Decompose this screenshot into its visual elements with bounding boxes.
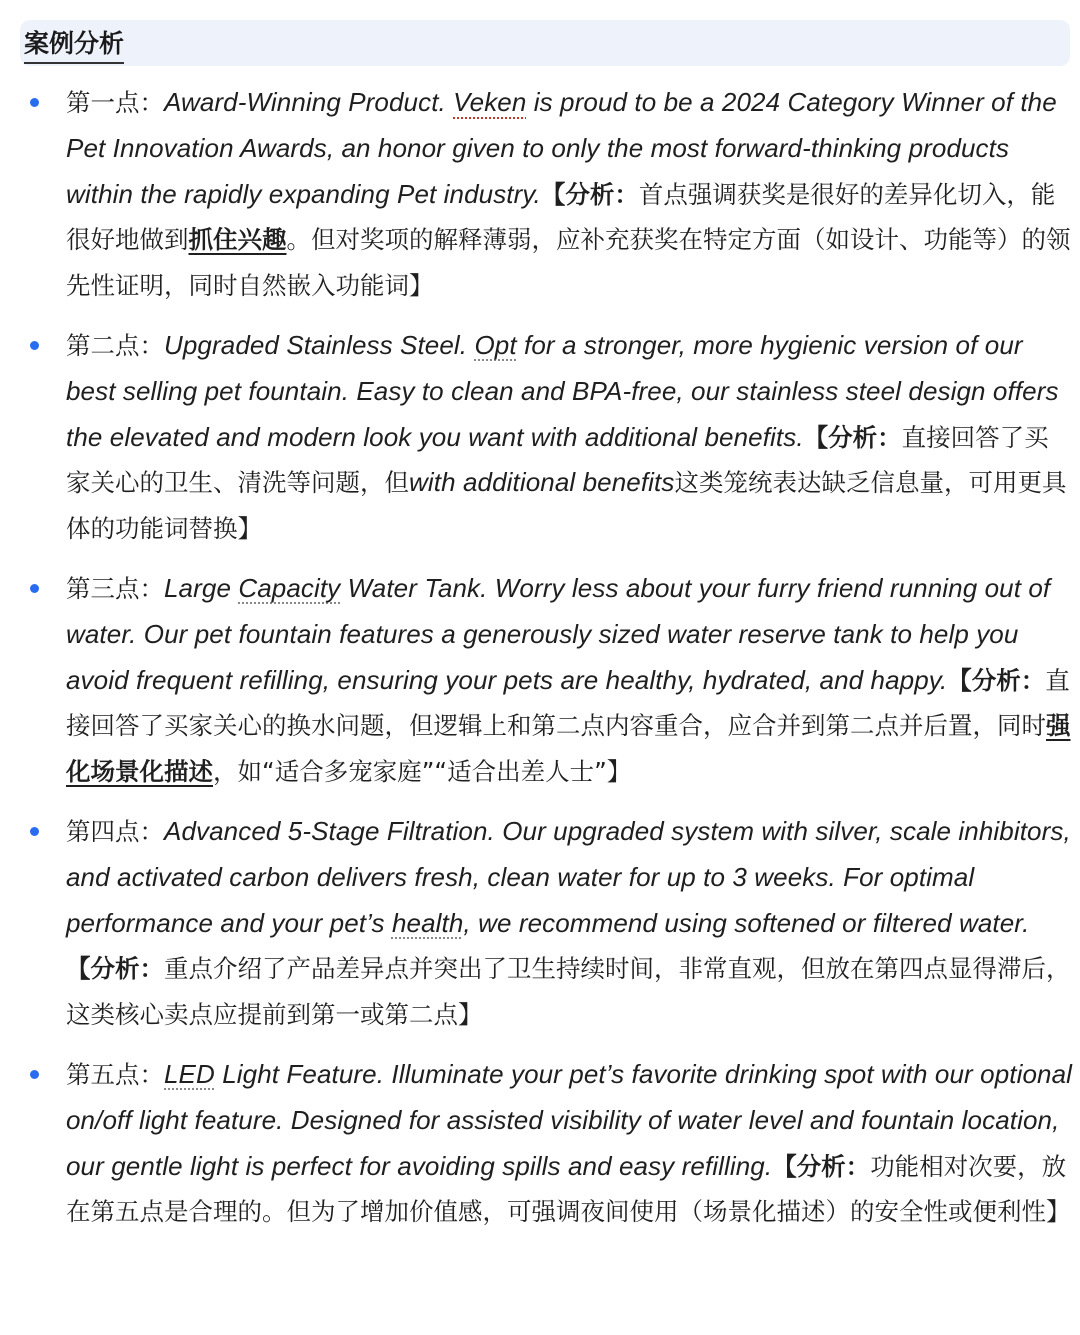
list-item [0,809,1080,1038]
list-item [0,1052,1080,1235]
list-item [0,80,1080,309]
item-label: 第四点： [66,816,164,846]
bullet-dot [30,341,39,350]
bullet-dot [30,98,39,107]
analysis-highlight: 抓住兴趣 [188,225,287,255]
bullet-dot [30,1070,39,1079]
english-text-part: Award-Winning Product. [164,87,454,117]
analysis-text: 直接回答了买家关心的换水问题，但逻辑上和第二点内容重合，应合并到第二点并后置，同时 [66,665,1070,741]
spellcheck-word: LED [164,1058,215,1089]
english-text-part: Advanced 5-Stage Filtration. Our upgraded system with silver, scale inhibitors, and activated carbon delivers fresh, clean water for up to 3 weeks. For optimal performance and your pet’s [66,815,1071,938]
heading-bar [20,20,1070,66]
analysis-text: ，如“适合多宠家庭”“适合出差人士”】 [213,757,632,787]
analysis-list [0,80,1080,1249]
analysis-text: 。但对奖项的解释薄弱，应补充获奖在特定方面（如设计、功能等）的领先性证明，同时自然嵌入功能词】 [66,225,1071,301]
analysis-text: 首点强调获奖是很好的差异化切入，能很好地做到 [66,179,1056,255]
english-text-part: Large [164,572,239,603]
item-label: 第三点： [66,573,164,603]
spellcheck-word: Opt [474,329,517,360]
english-text-part: for a stronger, more hygienic version of our best selling pet fountain. Easy to clean and BPA-free, our stainless steel design offers the elevated and modern look you want with additional benefits. [66,329,1059,452]
analysis-text: 功能相对次要，放在第五点是合理的。但为了增加价值感，可强调夜间使用（场景化描述）的安全性或便利性】 [66,1151,1071,1227]
analysis-lead: 【分析： [803,422,902,452]
item-label: 第二点： [66,330,164,360]
english-text-part: , we recommend using softened or filtered water. [463,907,1030,938]
english-text-part: Upgraded Stainless Steel. [164,329,475,360]
list-item [0,566,1080,795]
spellcheck-word: Veken [453,87,527,117]
analysis-text: 重点介绍了产品差异点并突出了卫生持续时间，非常直观，但放在第四点显得滞后，这类核心卖点应提前到第一或第二点】 [66,954,1071,1030]
english-text-part: is proud to be a 2024 Category Winner of the Pet Innovation Awards, an honor given to only the most forward-thinking products within the rapidly expanding Pet industry. [66,87,1057,209]
analysis-text: 直接回答了买家关心的卫生、清洗等问题，但 [66,422,1049,498]
item-english-text [66,573,1050,695]
english-text-part: Water Tank. Worry less about your furry friend running out of water. Our pet fountain features a generously sized water reserve tank to help you avoid frequent refilling, ensuring your pets are healthy, hydrated, and happy. [66,572,1051,695]
analysis-lead: 【分析： [540,179,639,209]
analysis-lead: 【分析： [66,954,164,984]
analysis-english-text: with additional benefits [409,467,675,498]
english-text-part: Light Feature. Illuminate your pet’s favorite drinking spot with our optional on/off light feature. Designed for assisted visibility of water level and fountain location, our gentle light is perfect for avoiding spills and easy refilling. [66,1058,1073,1181]
analysis-lead: 【分析： [772,1151,871,1181]
spellcheck-word: Capacity [238,572,341,603]
item-label: 第一点： [66,88,164,117]
item-english-text [66,816,1071,938]
section-heading: 案例分析 [24,26,124,64]
spellcheck-word: health [391,907,464,938]
analysis-text: 这类笼统表达缺乏信息量，可用更具体的功能词替换】 [66,468,1067,544]
bullet-dot [30,827,39,836]
analysis-lead: 【分析： [947,665,1046,695]
analysis-highlight: 强化场景化描述 [66,711,1071,787]
item-label: 第五点： [66,1059,164,1089]
list-item [0,323,1080,552]
bullet-dot [30,584,39,593]
